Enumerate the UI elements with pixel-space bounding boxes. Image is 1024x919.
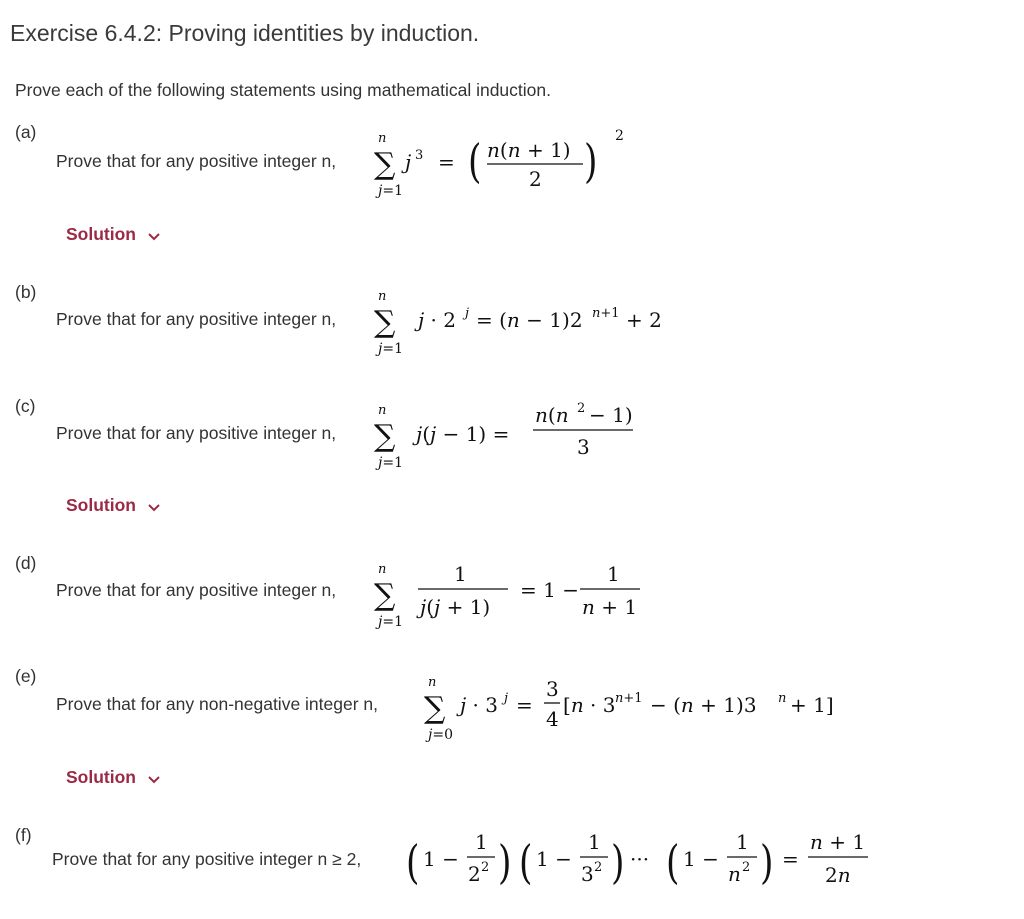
svg-text:2: 2 bbox=[742, 860, 751, 875]
solution-toggle-e[interactable] bbox=[66, 767, 160, 789]
svg-text:2n: 2n bbox=[825, 863, 851, 887]
svg-text:1 −: 1 − bbox=[536, 847, 572, 871]
svg-text:···: ··· bbox=[630, 847, 650, 871]
solution-label: Solution bbox=[66, 495, 136, 515]
part-label-a: (a) bbox=[15, 122, 37, 142]
svg-text:j: j bbox=[405, 150, 412, 174]
statement-e: Prove that for any non-negative integer n, bbox=[56, 694, 379, 714]
svg-text:n+1: n+1 bbox=[615, 691, 643, 706]
svg-text:= 1 −: = 1 − bbox=[520, 578, 579, 602]
svg-text:1: 1 bbox=[454, 562, 467, 586]
part-label-d: (d) bbox=[15, 553, 37, 573]
svg-text:j=1: j=1 bbox=[378, 183, 403, 199]
svg-text:n: n bbox=[378, 131, 387, 146]
solution-toggle-c[interactable] bbox=[66, 495, 160, 517]
statement-f: Prove that for any positive integer n ≥ 2, bbox=[52, 849, 362, 869]
solution-toggle-a[interactable] bbox=[66, 224, 160, 246]
svg-text:j(j − 1) =: j(j − 1) = bbox=[416, 422, 510, 446]
statement-b: Prove that for any positive integer n, bbox=[56, 309, 337, 329]
svg-text:− (n + 1)3: − (n + 1)3 bbox=[650, 693, 757, 717]
svg-text:=: = bbox=[438, 150, 455, 174]
svg-text:): ) bbox=[584, 134, 598, 189]
svg-text:∑: ∑ bbox=[424, 691, 446, 726]
svg-text:j: j bbox=[504, 691, 509, 706]
svg-text:n: n bbox=[778, 691, 787, 706]
formula-e bbox=[420, 668, 840, 748]
svg-text:=: = bbox=[516, 693, 533, 717]
svg-text:[n · 3: [n · 3 bbox=[563, 693, 616, 717]
svg-text:j=1: j=1 bbox=[378, 341, 403, 357]
svg-text:n + 1: n + 1 bbox=[810, 830, 866, 854]
intro-text: Prove each of the following statements using mathematical induction. bbox=[15, 80, 551, 100]
formula-b bbox=[370, 282, 670, 358]
page-title: Exercise 6.4.2: Proving identities by induction. bbox=[10, 20, 480, 46]
svg-text:∑: ∑ bbox=[374, 147, 396, 182]
svg-text:+ 2: + 2 bbox=[626, 308, 662, 332]
svg-text:(: ( bbox=[519, 835, 533, 890]
svg-text:1: 1 bbox=[588, 830, 601, 854]
svg-text:3: 3 bbox=[415, 148, 424, 163]
svg-text:n: n bbox=[378, 289, 387, 304]
svg-text:): ) bbox=[760, 835, 774, 890]
svg-text:1: 1 bbox=[475, 830, 488, 854]
svg-text:1: 1 bbox=[607, 562, 620, 586]
svg-text:): ) bbox=[611, 835, 625, 890]
svg-text:j=1: j=1 bbox=[378, 614, 403, 630]
chevron-down-icon bbox=[148, 768, 160, 789]
statement-c: Prove that for any positive integer n, bbox=[56, 423, 337, 443]
formula-d bbox=[370, 555, 660, 631]
svg-text:∑: ∑ bbox=[374, 419, 396, 454]
svg-text:=: = bbox=[782, 847, 799, 871]
svg-text:n(n: n(n bbox=[535, 403, 569, 427]
svg-text:2: 2 bbox=[577, 401, 586, 416]
svg-text:n: n bbox=[428, 675, 437, 690]
svg-text:j=0: j=0 bbox=[428, 727, 453, 743]
svg-text:2: 2 bbox=[468, 862, 481, 886]
part-label-b: (b) bbox=[15, 282, 37, 302]
formula-c bbox=[370, 396, 650, 472]
svg-text:j: j bbox=[465, 306, 470, 321]
solution-label: Solution bbox=[66, 767, 136, 787]
svg-text:∑: ∑ bbox=[374, 578, 396, 613]
svg-text:(: ( bbox=[468, 134, 482, 189]
chevron-down-icon bbox=[148, 496, 160, 517]
svg-text:2: 2 bbox=[481, 860, 490, 875]
formula-a bbox=[370, 124, 630, 200]
svg-text:(: ( bbox=[666, 835, 680, 890]
svg-text:4: 4 bbox=[546, 707, 559, 731]
solution-label: Solution bbox=[66, 224, 136, 244]
svg-text:n: n bbox=[378, 403, 387, 418]
svg-text:3: 3 bbox=[546, 677, 559, 701]
statement-a: Prove that for any positive integer n, bbox=[56, 151, 337, 171]
svg-text:n: n bbox=[728, 862, 741, 886]
svg-text:3: 3 bbox=[581, 862, 594, 886]
svg-text:2: 2 bbox=[615, 128, 624, 144]
svg-text:2: 2 bbox=[594, 860, 603, 875]
svg-text:j · 3: j · 3 bbox=[460, 693, 498, 717]
statement-d: Prove that for any positive integer n, bbox=[56, 580, 337, 600]
svg-text:1 −: 1 − bbox=[423, 847, 459, 871]
svg-text:j=1: j=1 bbox=[378, 455, 403, 471]
svg-text:n+1: n+1 bbox=[592, 306, 620, 321]
formula-f bbox=[400, 826, 880, 896]
svg-text:n: n bbox=[378, 562, 387, 577]
svg-text:n(n + 1): n(n + 1) bbox=[487, 138, 571, 162]
svg-text:− 1): − 1) bbox=[589, 403, 633, 427]
chevron-down-icon bbox=[148, 225, 160, 246]
part-label-e: (e) bbox=[15, 666, 37, 686]
svg-text:1: 1 bbox=[736, 830, 749, 854]
part-label-c: (c) bbox=[15, 396, 36, 416]
svg-text:1 −: 1 − bbox=[683, 847, 719, 871]
part-label-f: (f) bbox=[15, 825, 32, 845]
svg-text:= (n − 1)2: = (n − 1)2 bbox=[476, 308, 583, 332]
svg-text:j(j + 1): j(j + 1) bbox=[420, 595, 491, 619]
svg-text:+ 1]: + 1] bbox=[790, 693, 834, 717]
svg-text:(: ( bbox=[406, 835, 420, 890]
svg-text:∑: ∑ bbox=[374, 305, 396, 340]
svg-text:j · 2: j · 2 bbox=[418, 308, 456, 332]
svg-text:): ) bbox=[498, 835, 512, 890]
svg-text:2: 2 bbox=[529, 167, 542, 191]
svg-text:3: 3 bbox=[577, 435, 590, 459]
svg-text:n + 1: n + 1 bbox=[582, 595, 638, 619]
